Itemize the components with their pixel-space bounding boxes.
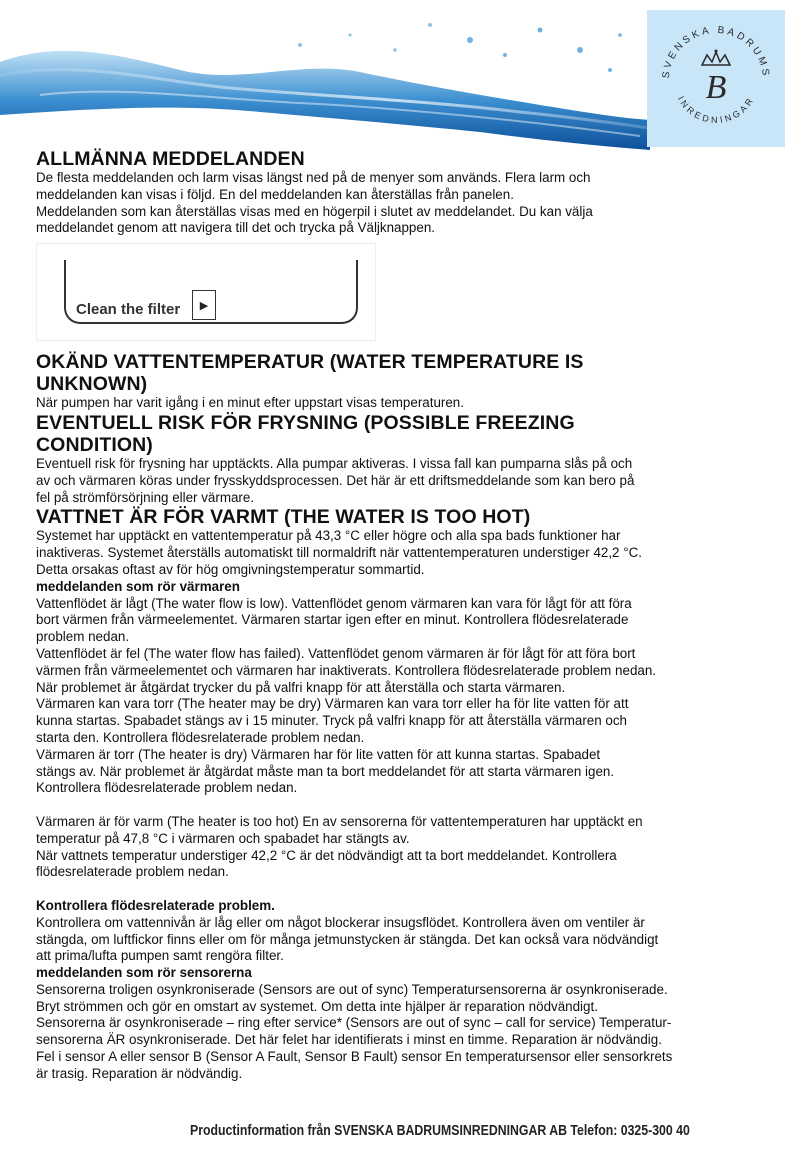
sensors-line: Sensorerna troligen osynkroniserade (Sensors are out of sync) Temperatursensorerna är osynkroniserade. xyxy=(36,981,668,997)
general-line: meddelandet genom att navigera till det och trycka på Väljknappen. xyxy=(36,220,435,236)
sensors-line: Sensorerna är osynkroniserade – ring efter service* (Sensors are out of sync – call for service) Temperatur- xyxy=(36,1015,672,1031)
flow-line: att prima/lufta pumpen samt rengöra filter. xyxy=(36,948,284,964)
logo-arc-top-text: SVENSKA BADRUMS xyxy=(660,24,772,79)
general-line: Meddelanden som kan återställas visas med en högerpil i slutet av meddelandet. Du kan välja xyxy=(36,203,593,219)
heading-too-hot: VATTNET ÄR FÖR VARMT (THE WATER IS TOO HOT) xyxy=(36,506,531,529)
display-message-text: Clean the filter xyxy=(76,301,181,319)
freezing-line: av och värmaren köras under frysskyddsprocessen. Det här är ett driftsmeddelande som kan bero på xyxy=(36,472,635,488)
flow-line: Kontrollera om vattennivån är låg eller om något blockerar insugsflödet. Kontrollera även om ventiler är xyxy=(36,914,645,930)
heading-freezing: EVENTUELL RISK FÖR FRYSNING (POSSIBLE FREEZING xyxy=(36,411,575,434)
heater-line: Kontrollera flödesrelaterade problem nedan. xyxy=(36,780,298,796)
display-example-figure xyxy=(36,243,376,341)
company-logo xyxy=(647,10,785,147)
heading-general: ALLMÄNNA MEDDELANDEN xyxy=(36,148,305,170)
heater-line: problem nedan. xyxy=(36,629,130,645)
subheading-heater: meddelanden som rör värmaren xyxy=(36,578,240,594)
heater-line: värmen från värmeelementet och värmaren har inaktiverats. Kontrollera flödesrelaterade problem nedan. xyxy=(36,662,657,678)
unknown-temp-line: När pumpen har varit igång i en minut efter uppstart visas temperaturen. xyxy=(36,395,464,411)
crown-icon xyxy=(702,50,730,66)
heater-line: kunna startas. Spabadet stängs av i 15 minuter. Tryck på valfri knapp för att återställa värmaren och xyxy=(36,713,627,729)
sensors-line: Fel i sensor A eller sensor B (Sensor A Fault, Sensor B Fault) sensor En temperatursensor eller sensorkrets xyxy=(36,1049,673,1065)
sensors-line: Bryt strömmen och gör en omstart av systemet. Om detta inte hjälper är reparation nödvändigt. xyxy=(36,998,598,1014)
heater-line: bort värmen från värmeelementet. Värmaren startar igen efter en minut. Kontrollera flödesrelaterade xyxy=(36,612,629,628)
flow-line: stängda, om luftfickor finns eller om för många jetmunstycken är stängda. Det kan också vara nödvändigt xyxy=(36,931,659,947)
heater-line: temperatur på 47,8 °C i värmaren och spabadet har stängts av. xyxy=(36,830,410,846)
heading-unknown-temp-cont: UNKNOWN) xyxy=(36,373,148,396)
document-body xyxy=(36,148,716,1083)
general-line: De flesta meddelanden och larm visas längst ned på de menyer som används. Flera larm och xyxy=(36,170,591,185)
sensors-line: är trasig. Reparation är nödvändig. xyxy=(36,1065,243,1081)
heading-freezing-cont: CONDITION) xyxy=(36,433,153,456)
too-hot-line: Systemet har upptäckt en vattentemperatur på 43,3 °C eller högre och alla spa bads funktioner har xyxy=(36,528,621,544)
heater-line: Värmaren är torr (The heater is dry) Värmaren har för lite vatten för att kunna startas. Spabadet xyxy=(36,746,601,762)
logo-arc-bottom-text: INREDNINGAR xyxy=(675,94,757,125)
heater-line: Vattenflödet är lågt (The water flow is low). Vattenflödet genom värmaren kan vara för lågt för att föra xyxy=(36,595,632,611)
heater-line: När problemet är åtgärdat trycker du på valfri knapp för att återställa och starta värmaren. xyxy=(36,679,566,695)
freezing-line: fel på strömförsörjning eller värmare. xyxy=(36,489,255,505)
sensors-line: sensorerna ÄR osynkroniserade. Det här felet har identifierats i minst en timme. Reparation är nödvändig. xyxy=(36,1032,662,1048)
heater-line: starta den. Kontrollera flödesrelaterade problem nedan. xyxy=(36,729,365,745)
heater-line: flödesrelaterade problem nedan. xyxy=(36,864,229,880)
too-hot-line: Detta orsakas oftast av för hög omgivningstemperatur sommartid. xyxy=(36,561,425,577)
logo-monogram: B xyxy=(705,69,727,106)
heater-line: Värmaren är för varm (The heater is too hot) En av sensorerna för vattentemperaturen har upptäckt en xyxy=(36,813,643,829)
heater-line: stängs av. När problemet är åtgärdat måste man ta bort meddelandet för att starta värmaren igen. xyxy=(36,763,615,779)
heater-line: Vattenflödet är fel (The water flow has failed). Vattenflödet genom värmaren är för lågt för att föra bort xyxy=(36,645,636,661)
heading-unknown-temp: OKÄND VATTENTEMPERATUR (WATER TEMPERATURE IS xyxy=(36,351,584,374)
subheading-sensors: meddelanden som rör sensorerna xyxy=(36,965,252,981)
freezing-line: Eventuell risk för frysning har upptäckts. Alla pumpar aktiveras. I vissa fall kan pumparna slås på och xyxy=(36,455,633,471)
too-hot-line: inaktiveras. Systemet återställs automatiskt till normaldrift när vattentemperaturen understiger 42,2 °C. xyxy=(36,545,642,561)
heater-line: Värmaren kan vara torr (The heater may be dry) Värmaren kan vara torr eller ha för lite vatten för att xyxy=(36,696,629,712)
page-footer: Productinformation från SVENSKA BADRUMSINREDNINGAR AB Telefon: 0325-300 40 xyxy=(190,1122,690,1139)
subheading-flow: Kontrollera flödesrelaterade problem. xyxy=(36,897,275,913)
right-arrow-icon: ▶ xyxy=(192,290,216,320)
water-wave-banner xyxy=(0,0,650,160)
general-line: meddelanden kan visas i följd. En del meddelanden kan återställas från panelen. xyxy=(36,186,514,202)
heater-line: När vattnets temperatur understiger 42,2 °C är det nödvändigt att ta bort meddelandet. Kontrollera xyxy=(36,847,617,863)
